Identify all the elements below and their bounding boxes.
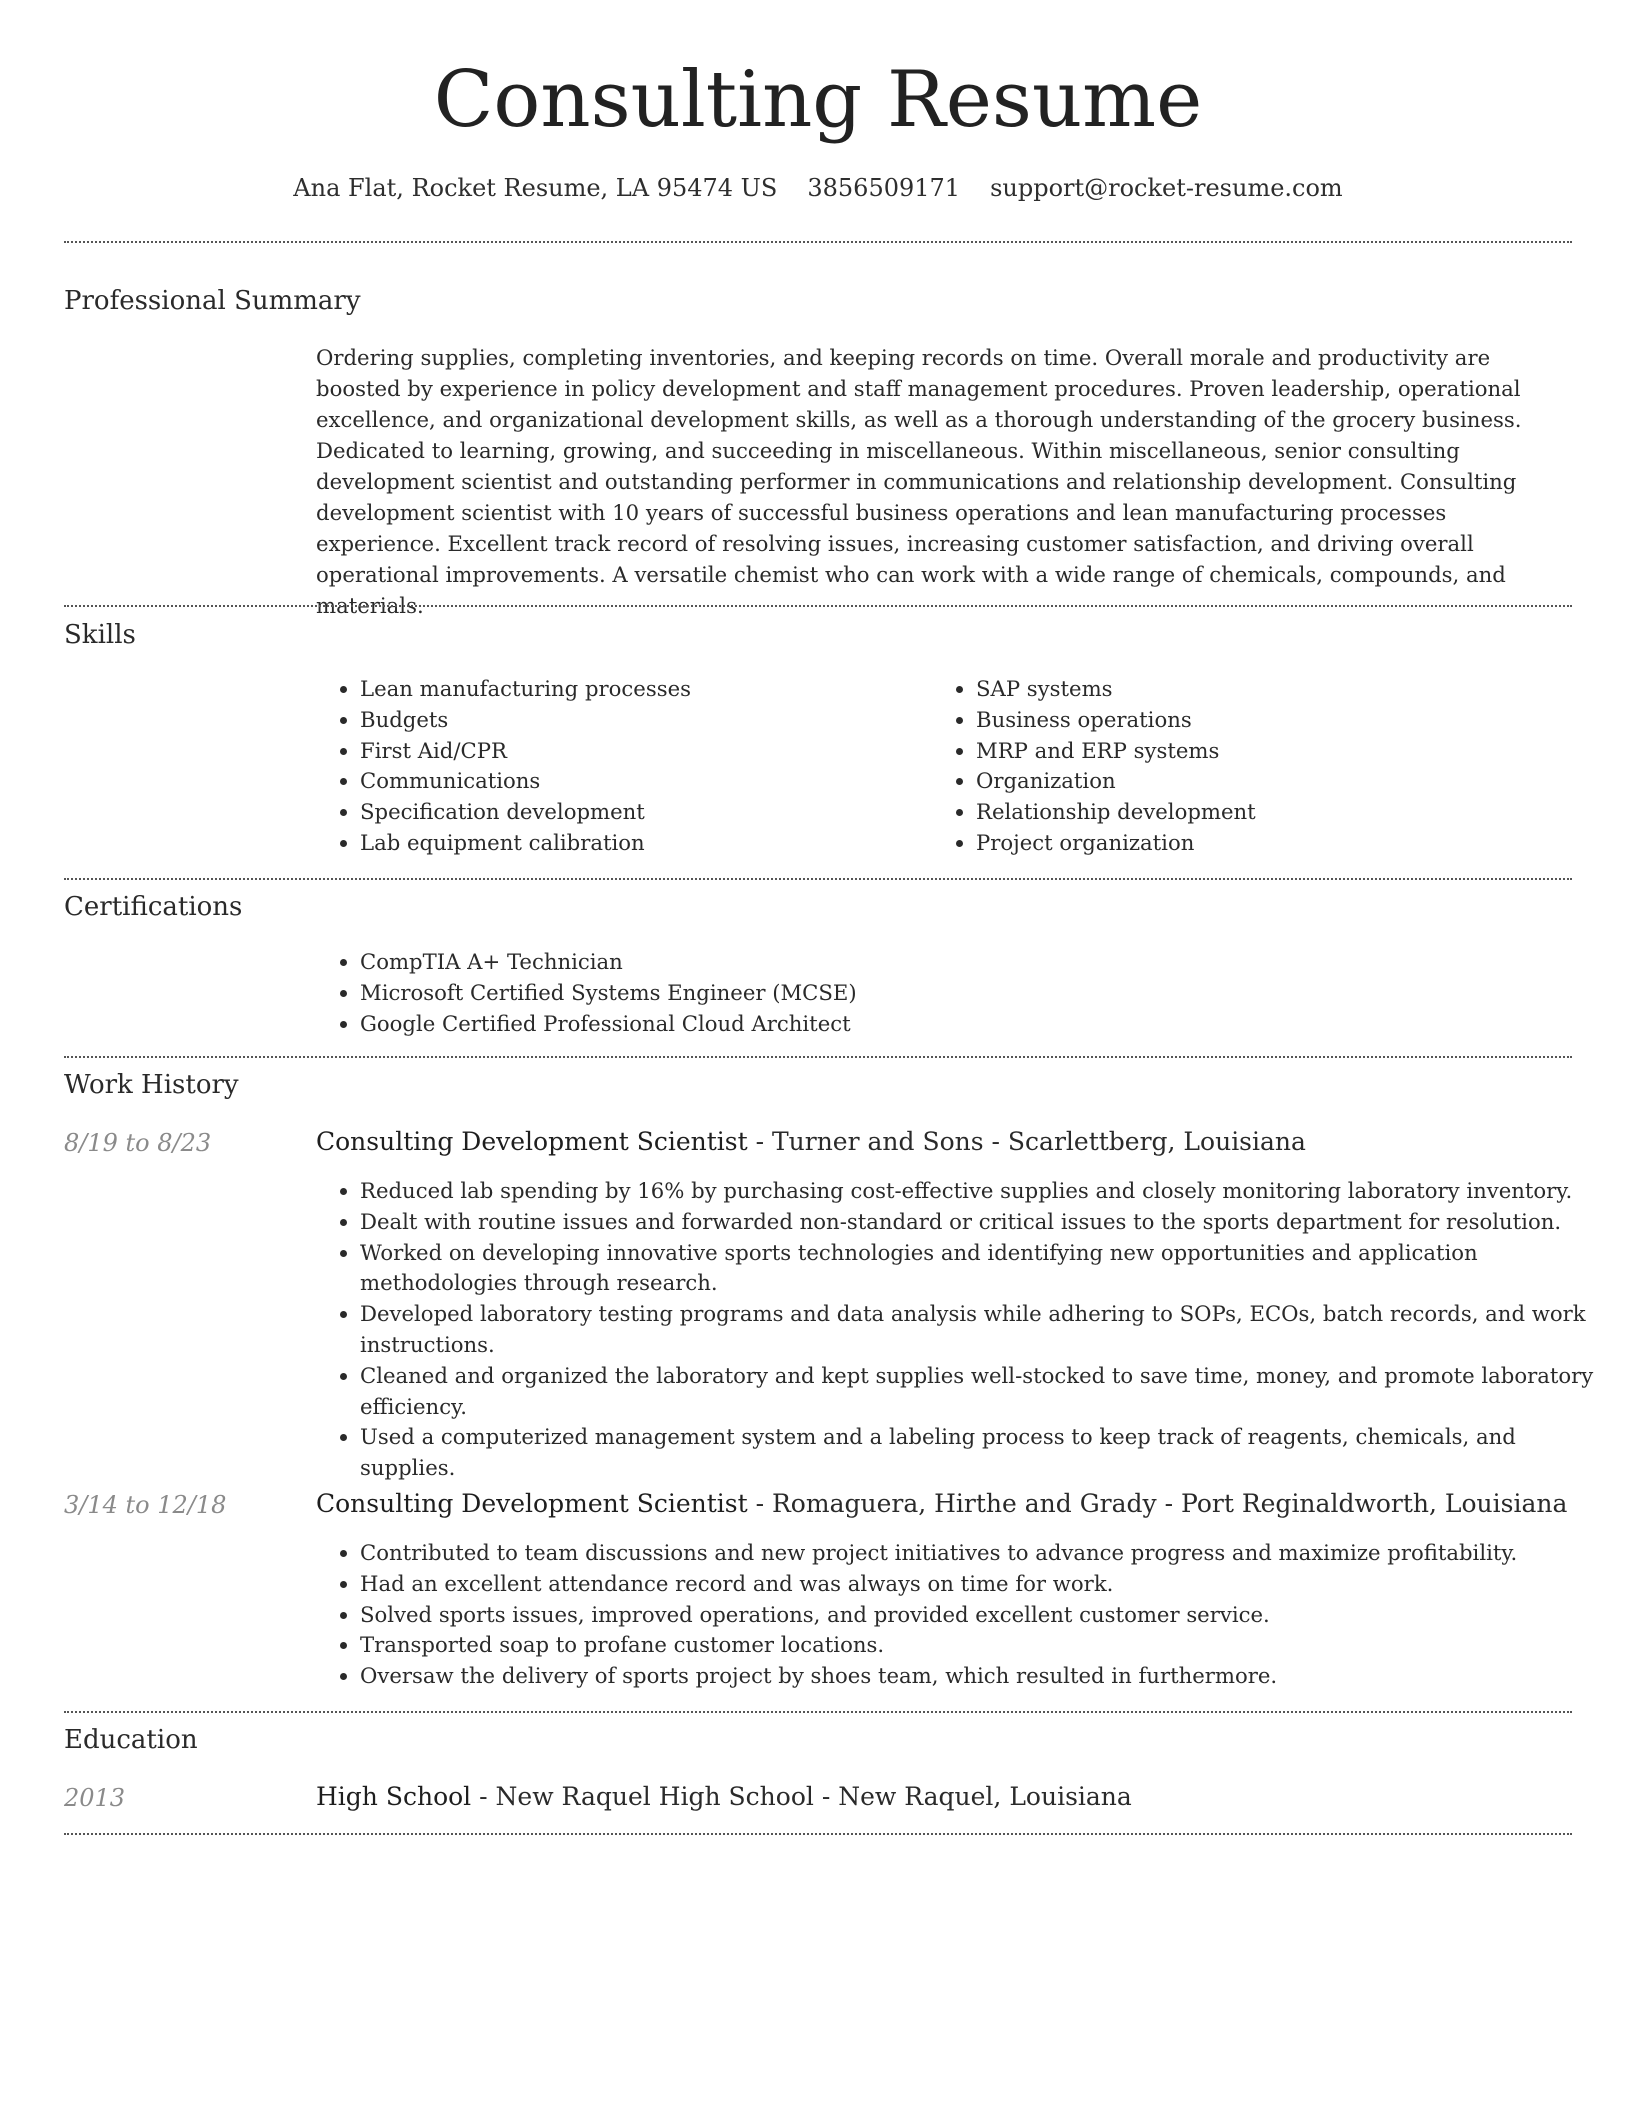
summary-text: Ordering supplies, completing inventories, and keeping records on time. Overall morale and productivity are boosted by experience in policy development and staff management procedures. Proven leadership, operational excellence, and organizational development skills, as well as a thorough understanding of the grocery business. Dedicated to learning, growing, and succeeding in miscellaneous. Within miscellaneous, senior consulting development scientist and outstanding performer in communications and relationship development. Consulting development scientist with 10 years of successful business operations and lean manufacturing processes experience. Excellent track record of resolving issues, increasing customer satisfaction, and driving overall operational improvements. A versatile chemist who can work with a wide range of chemicals, compounds, and materials. xyxy=(316,345,1522,618)
list-item: • Communications xyxy=(360,766,920,797)
job-company: Romaguera, Hirthe and Grady xyxy=(771,1489,1157,1518)
list-item: • Used a computerized management system and a labeling process to keep track of reagents, chemicals, and supplies. xyxy=(360,1422,1616,1484)
list-item: • Specification development xyxy=(360,797,920,828)
list-item: • Organization xyxy=(976,766,1576,797)
list-item: • Relationship development xyxy=(976,797,1576,828)
list-item: • Lab equipment calibration xyxy=(360,828,920,859)
job-heading xyxy=(316,1487,1572,1521)
job-dates: 8/19 to 8/23 xyxy=(64,1129,212,1157)
job-bullets xyxy=(316,1538,1616,1692)
list-item: • Transported soap to profane customer locations. xyxy=(360,1630,1616,1661)
list-item: • Developed laboratory testing programs and data analysis while adhering to SOPs, ECOs, batch records, and work instructions. xyxy=(360,1299,1616,1361)
certifications-heading: Certifications xyxy=(64,892,243,922)
summary-heading: Professional Summary xyxy=(64,286,361,316)
skills-heading: Skills xyxy=(64,620,136,650)
section-divider xyxy=(64,1056,1572,1058)
list-item: • Solved sports issues, improved operations, and provided excellent customer service. xyxy=(360,1600,1616,1631)
education-degree: High School xyxy=(316,1782,472,1811)
contact-line xyxy=(64,170,1572,206)
list-item: • Project organization xyxy=(976,828,1576,859)
list-item: • Microsoft Certified Systems Engineer (MCSE) xyxy=(360,978,1560,1009)
education-separator: - xyxy=(471,1782,496,1811)
list-item: • Google Certified Professional Cloud Architect xyxy=(360,1009,1560,1040)
skills-list-right xyxy=(932,674,1576,859)
list-item: • Business operations xyxy=(976,705,1576,736)
education-heading: Education xyxy=(64,1725,198,1755)
list-item: • First Aid/CPR xyxy=(360,736,920,767)
list-item: • SAP systems xyxy=(976,674,1576,705)
education-heading-line xyxy=(316,1780,1572,1814)
certifications-list xyxy=(316,947,1560,1039)
list-item: • Dealt with routine issues and forwarded non-standard or critical issues to the sports department for resolution. xyxy=(360,1207,1616,1238)
list-item: • Cleaned and organized the laboratory and kept supplies well-stocked to save time, money, and promote laboratory efficiency. xyxy=(360,1361,1616,1423)
list-item: • Contributed to team discussions and new project initiatives to advance progress and maximize profitability. xyxy=(360,1538,1616,1569)
list-item: • MRP and ERP systems xyxy=(976,736,1576,767)
education-separator: - xyxy=(813,1782,839,1811)
job-company: Turner and Sons xyxy=(771,1127,984,1156)
job-separator: - xyxy=(747,1489,772,1518)
section-divider xyxy=(64,1711,1572,1713)
skills-list-left xyxy=(316,674,920,859)
job-title: Consulting Development Scientist xyxy=(316,1127,748,1156)
job-separator: - xyxy=(1156,1489,1182,1518)
section-divider xyxy=(64,605,1572,607)
list-item: • Budgets xyxy=(360,705,920,736)
contact-email: support@rocket-resume.com xyxy=(990,174,1343,202)
resume-title: Consulting Resume xyxy=(433,55,1203,145)
education-location: New Raquel, Louisiana xyxy=(838,1782,1132,1811)
list-item: • Reduced lab spending by 16% by purchasing cost-effective supplies and closely monitoring laboratory inventory. xyxy=(360,1176,1616,1207)
job-separator: - xyxy=(983,1127,1008,1156)
list-item: • Oversaw the delivery of sports project by shoes team, which resulted in furthermore. xyxy=(360,1661,1616,1692)
job-bullets xyxy=(316,1176,1616,1484)
list-item: • CompTIA A+ Technician xyxy=(360,947,1560,978)
job-heading xyxy=(316,1125,1572,1159)
job-dates: 3/14 to 12/18 xyxy=(64,1491,227,1519)
job-location: Scarlettberg, Louisiana xyxy=(1007,1127,1306,1156)
education-school: New Raquel High School xyxy=(495,1782,814,1811)
list-item: • Lean manufacturing processes xyxy=(360,674,920,705)
job-title: Consulting Development Scientist xyxy=(316,1489,748,1518)
education-year: 2013 xyxy=(64,1784,126,1812)
list-item: • Worked on developing innovative sports technologies and identifying new opportunities and application methodologies through research. xyxy=(360,1238,1616,1300)
section-divider xyxy=(64,241,1572,243)
job-separator: - xyxy=(747,1127,772,1156)
job-location: Port Reginaldworth, Louisiana xyxy=(1181,1489,1568,1518)
work-history-heading: Work History xyxy=(64,1070,239,1100)
section-divider xyxy=(64,878,1572,880)
contact-phone: 3856509171 xyxy=(807,174,961,202)
list-item: • Had an excellent attendance record and was always on time for work. xyxy=(360,1569,1616,1600)
contact-address: Ana Flat, Rocket Resume, LA 95474 US xyxy=(293,174,778,202)
section-divider xyxy=(64,1833,1572,1835)
